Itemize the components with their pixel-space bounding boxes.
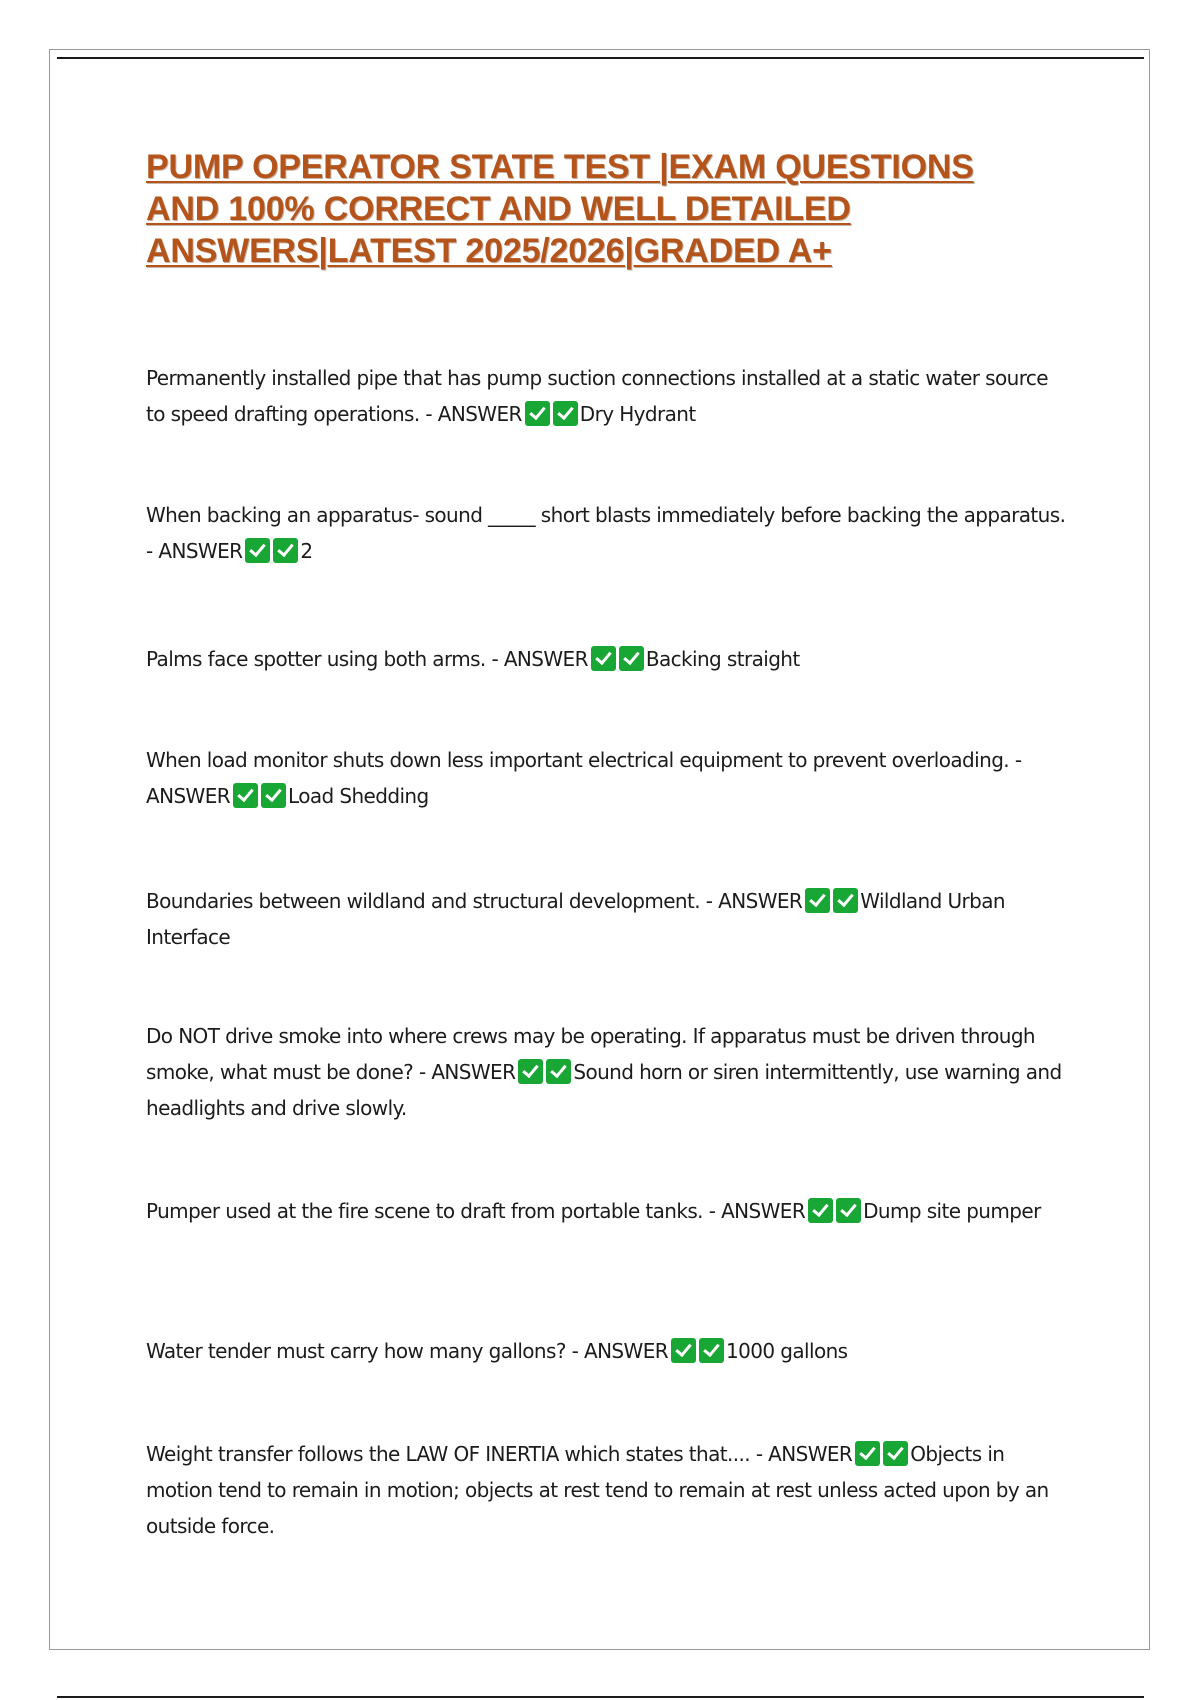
question-text: Pumper used at the fire scene to draft from portable tanks. (146, 1199, 703, 1223)
green-checkmark-icon (546, 1059, 571, 1084)
answer-label: - ANSWER (705, 889, 803, 913)
qa-item (146, 360, 1066, 432)
green-checkmark-icon (836, 1198, 861, 1223)
answer-text: 2 (300, 539, 313, 563)
question-text: Weight transfer follows the LAW OF INERTIA which states that.... (146, 1442, 751, 1466)
page-frame (49, 49, 1150, 1650)
answer-text: Sound horn or siren intermittently, use warning and headlights and drive slowly. (146, 1060, 1062, 1120)
footer-rule (57, 1696, 1144, 1698)
green-checkmark-icon (699, 1338, 724, 1363)
qa-item (146, 742, 1066, 814)
qa-item (146, 641, 1066, 677)
green-checkmark-icon (245, 538, 270, 563)
answer-label: - ANSWER (146, 748, 1022, 808)
qa-item (146, 1436, 1066, 1544)
header-rule (57, 57, 1144, 59)
question-text: Do NOT drive smoke into where crews may be operating. If apparatus must be driven through smoke, what must be done? (146, 1024, 1036, 1084)
answer-text: 1000 gallons (726, 1339, 848, 1363)
answer-label: - ANSWER (146, 539, 243, 563)
qa-item (146, 883, 1066, 955)
question-text: When load monitor shuts down less important electrical equipment to prevent overloading. (146, 748, 1010, 772)
answer-text: Wildland Urban Interface (146, 889, 1005, 949)
green-checkmark-icon (855, 1441, 880, 1466)
answer-text: Objects in motion tend to remain in motion; objects at rest tend to remain at rest unless acted upon by an outside force. (146, 1442, 1049, 1538)
question-text: Palms face spotter using both arms. (146, 647, 486, 671)
qa-item (146, 1193, 1066, 1229)
answer-label: - ANSWER (491, 647, 588, 671)
green-checkmark-icon (671, 1338, 696, 1363)
answer-text: Load Shedding (288, 784, 429, 808)
green-checkmark-icon (525, 401, 550, 426)
qa-item (146, 1333, 1066, 1369)
green-checkmark-icon (808, 1198, 833, 1223)
answer-text: Backing straight (645, 647, 800, 671)
question-text: Boundaries between wildland and structural development. (146, 889, 701, 913)
green-checkmark-icon (591, 646, 616, 671)
answer-label: - ANSWER (425, 402, 522, 426)
green-checkmark-icon (833, 888, 858, 913)
green-checkmark-icon (805, 888, 830, 913)
qa-item (146, 1018, 1066, 1126)
green-checkmark-icon (553, 401, 578, 426)
green-checkmark-icon (273, 538, 298, 563)
green-checkmark-icon (233, 783, 258, 808)
answer-text: Dump site pumper (863, 1199, 1041, 1223)
answer-label: - ANSWER (418, 1060, 516, 1084)
green-checkmark-icon (619, 646, 644, 671)
question-text: Permanently installed pipe that has pump suction connections installed at a static water source to speed drafting operations. (146, 366, 1048, 426)
qa-item (146, 497, 1066, 569)
answer-text: Dry Hydrant (579, 402, 696, 426)
answer-label: - ANSWER (571, 1339, 669, 1363)
question-text: Water tender must carry how many gallons? (146, 1339, 566, 1363)
green-checkmark-icon (883, 1441, 908, 1466)
answer-label: - ANSWER (755, 1442, 853, 1466)
document-title: PUMP OPERATOR STATE TEST |EXAM QUESTIONS AND 100% CORRECT AND WELL DETAILED ANSWERS|LATEST 2025/2026|GRADED A+ (146, 148, 974, 270)
green-checkmark-icon (261, 783, 286, 808)
green-checkmark-icon (518, 1059, 543, 1084)
question-text: When backing an apparatus- sound _____ short blasts immediately before backing the apparatus. (146, 503, 1066, 527)
answer-label: - ANSWER (708, 1199, 806, 1223)
